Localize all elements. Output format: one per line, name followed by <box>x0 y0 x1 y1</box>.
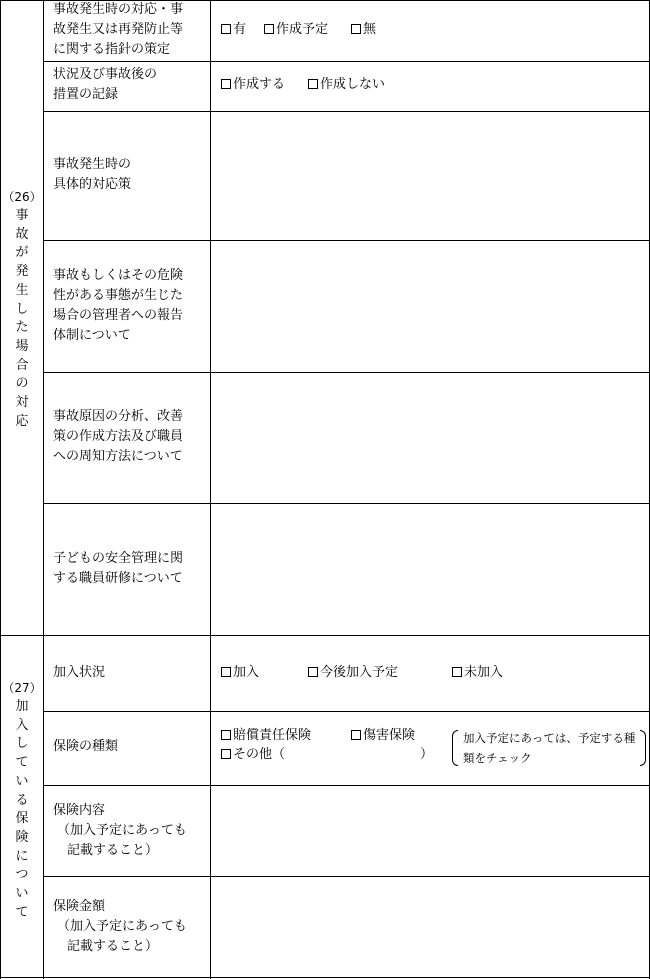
note-text <box>463 728 643 768</box>
title-char: た <box>15 320 29 336</box>
option-liability[interactable] <box>221 726 311 746</box>
row-label-insurance-type <box>53 737 205 757</box>
row-divider <box>43 503 650 504</box>
label-line: 事故もしくはその危険 <box>53 268 184 283</box>
label-line: 場合の管理者への報告 <box>53 308 184 323</box>
label-subline: 記載すること） <box>67 843 159 858</box>
label-subline: 記載すること） <box>67 939 159 954</box>
label-line: する職員研修について <box>53 571 183 586</box>
row-divider <box>43 711 650 712</box>
section-divider <box>0 635 650 636</box>
insurance-type-note <box>452 728 646 768</box>
label-subline: （加入予定にあっても <box>57 919 187 934</box>
option-label: 作成する <box>233 77 286 92</box>
option-create[interactable] <box>221 75 285 95</box>
label-line: 保険内容 <box>53 803 106 818</box>
section-27-title <box>1 679 43 922</box>
row-label-insurance-amount <box>53 897 205 957</box>
section-number: （26） <box>2 190 42 204</box>
title-char: 険 <box>15 829 29 845</box>
checkbox-icon[interactable] <box>351 730 361 740</box>
title-char: つ <box>15 867 29 883</box>
option-other[interactable] <box>221 745 285 765</box>
label-subline: （加入予定にあっても <box>57 823 187 838</box>
row-divider <box>43 785 650 786</box>
row-divider <box>43 372 650 373</box>
label-line: に関する指針の策定 <box>53 42 171 57</box>
border-bottom <box>0 977 650 978</box>
title-char: 合 <box>15 357 29 373</box>
checkbox-icon[interactable] <box>221 667 231 677</box>
option-label: 有 <box>233 22 247 37</box>
option-not-enrolled[interactable] <box>452 663 503 683</box>
title-char: 生 <box>15 282 29 298</box>
row-label-safety-training <box>53 549 205 589</box>
row-label-response-measures <box>53 155 205 195</box>
option-not-create[interactable] <box>308 75 385 95</box>
bracket-left <box>452 730 458 766</box>
checkbox-icon[interactable] <box>221 749 231 759</box>
title-char: し <box>15 736 29 752</box>
checkbox-icon[interactable] <box>452 667 462 677</box>
option-label: 傷害保険 <box>363 728 416 743</box>
section-26-title <box>1 188 43 431</box>
title-char: い <box>15 886 29 902</box>
label-line: 加入状況 <box>53 665 106 680</box>
option-label: 賠償責任保険 <box>233 728 312 743</box>
option-plan-to-enroll[interactable] <box>308 663 398 683</box>
checkbox-icon[interactable] <box>221 79 231 89</box>
note-line: 加入予定にあっては、予定する種 <box>463 731 636 745</box>
title-char: て <box>15 755 29 771</box>
label-line: 性がある事態が生じた <box>53 288 184 303</box>
label-line: 保険金額 <box>53 899 106 914</box>
label-line: 策の作成方法及び職員 <box>53 429 184 444</box>
row-label-insurance-content <box>53 801 205 861</box>
option-planned[interactable] <box>264 20 328 40</box>
option-label: 加入 <box>233 665 260 680</box>
label-line: 事故原因の分析、改善 <box>53 409 184 424</box>
title-char: の <box>15 376 29 392</box>
title-char: 発 <box>15 264 29 280</box>
checkbox-icon[interactable] <box>221 24 231 34</box>
label-line: 事故発生時の <box>53 157 132 172</box>
row-divider <box>43 240 650 241</box>
option-label: 今後加入予定 <box>320 665 399 680</box>
section-number: （27） <box>2 681 42 695</box>
title-char: て <box>15 904 29 920</box>
checkbox-icon[interactable] <box>308 667 318 677</box>
option-none[interactable] <box>351 20 376 40</box>
checkbox-icon[interactable] <box>264 24 274 34</box>
option-label: 作成予定 <box>276 22 329 37</box>
row-divider <box>43 111 650 112</box>
option-label: 無 <box>363 22 377 37</box>
title-char: 応 <box>15 413 29 429</box>
row-divider <box>43 876 650 877</box>
note-line: 類をチェック <box>463 751 532 765</box>
label-line: 子どもの安全管理に関 <box>53 551 184 566</box>
title-char: る <box>15 792 29 808</box>
label-line: 具体的対応策 <box>53 177 132 192</box>
label-line: 保険の種類 <box>53 739 119 754</box>
title-char: い <box>15 773 29 789</box>
title-char: が <box>15 245 29 261</box>
label-line: 状況及び事故後の <box>53 67 158 82</box>
column-divider <box>43 0 44 979</box>
title-char: し <box>15 301 29 317</box>
label-line: 措置の記録 <box>53 87 119 102</box>
row-label-reporting-system <box>53 266 205 346</box>
label-line: への周知方法について <box>53 449 183 464</box>
row-label-accident-record <box>53 65 205 105</box>
option-injury[interactable] <box>351 726 415 746</box>
title-char: 事 <box>15 208 29 223</box>
label-line: 故発生又は再発防止等 <box>53 22 184 37</box>
checkbox-icon[interactable] <box>308 79 318 89</box>
title-char: 故 <box>15 226 29 242</box>
checkbox-icon[interactable] <box>221 730 231 740</box>
option-label: 未加入 <box>464 665 504 680</box>
title-char: に <box>15 848 29 864</box>
label-line: 体制について <box>53 328 131 343</box>
title-char: 入 <box>15 717 29 733</box>
option-enrolled[interactable] <box>221 663 259 683</box>
column-divider <box>210 0 211 979</box>
row-label-accident-policy <box>53 0 205 60</box>
title-char: 保 <box>15 811 29 827</box>
option-yes[interactable] <box>221 20 246 40</box>
title-char: 場 <box>15 338 29 354</box>
row-divider <box>43 61 650 62</box>
checkbox-icon[interactable] <box>351 24 361 34</box>
other-close-paren: ） <box>420 747 434 762</box>
title-char: 対 <box>15 395 29 411</box>
row-label-enrollment-status <box>53 663 205 683</box>
label-line: 事故発生時の対応・事 <box>53 2 184 17</box>
option-label: 作成しない <box>320 77 386 92</box>
option-label: その他（ <box>233 747 286 762</box>
row-label-cause-analysis <box>53 407 205 467</box>
title-char: 加 <box>15 699 29 714</box>
